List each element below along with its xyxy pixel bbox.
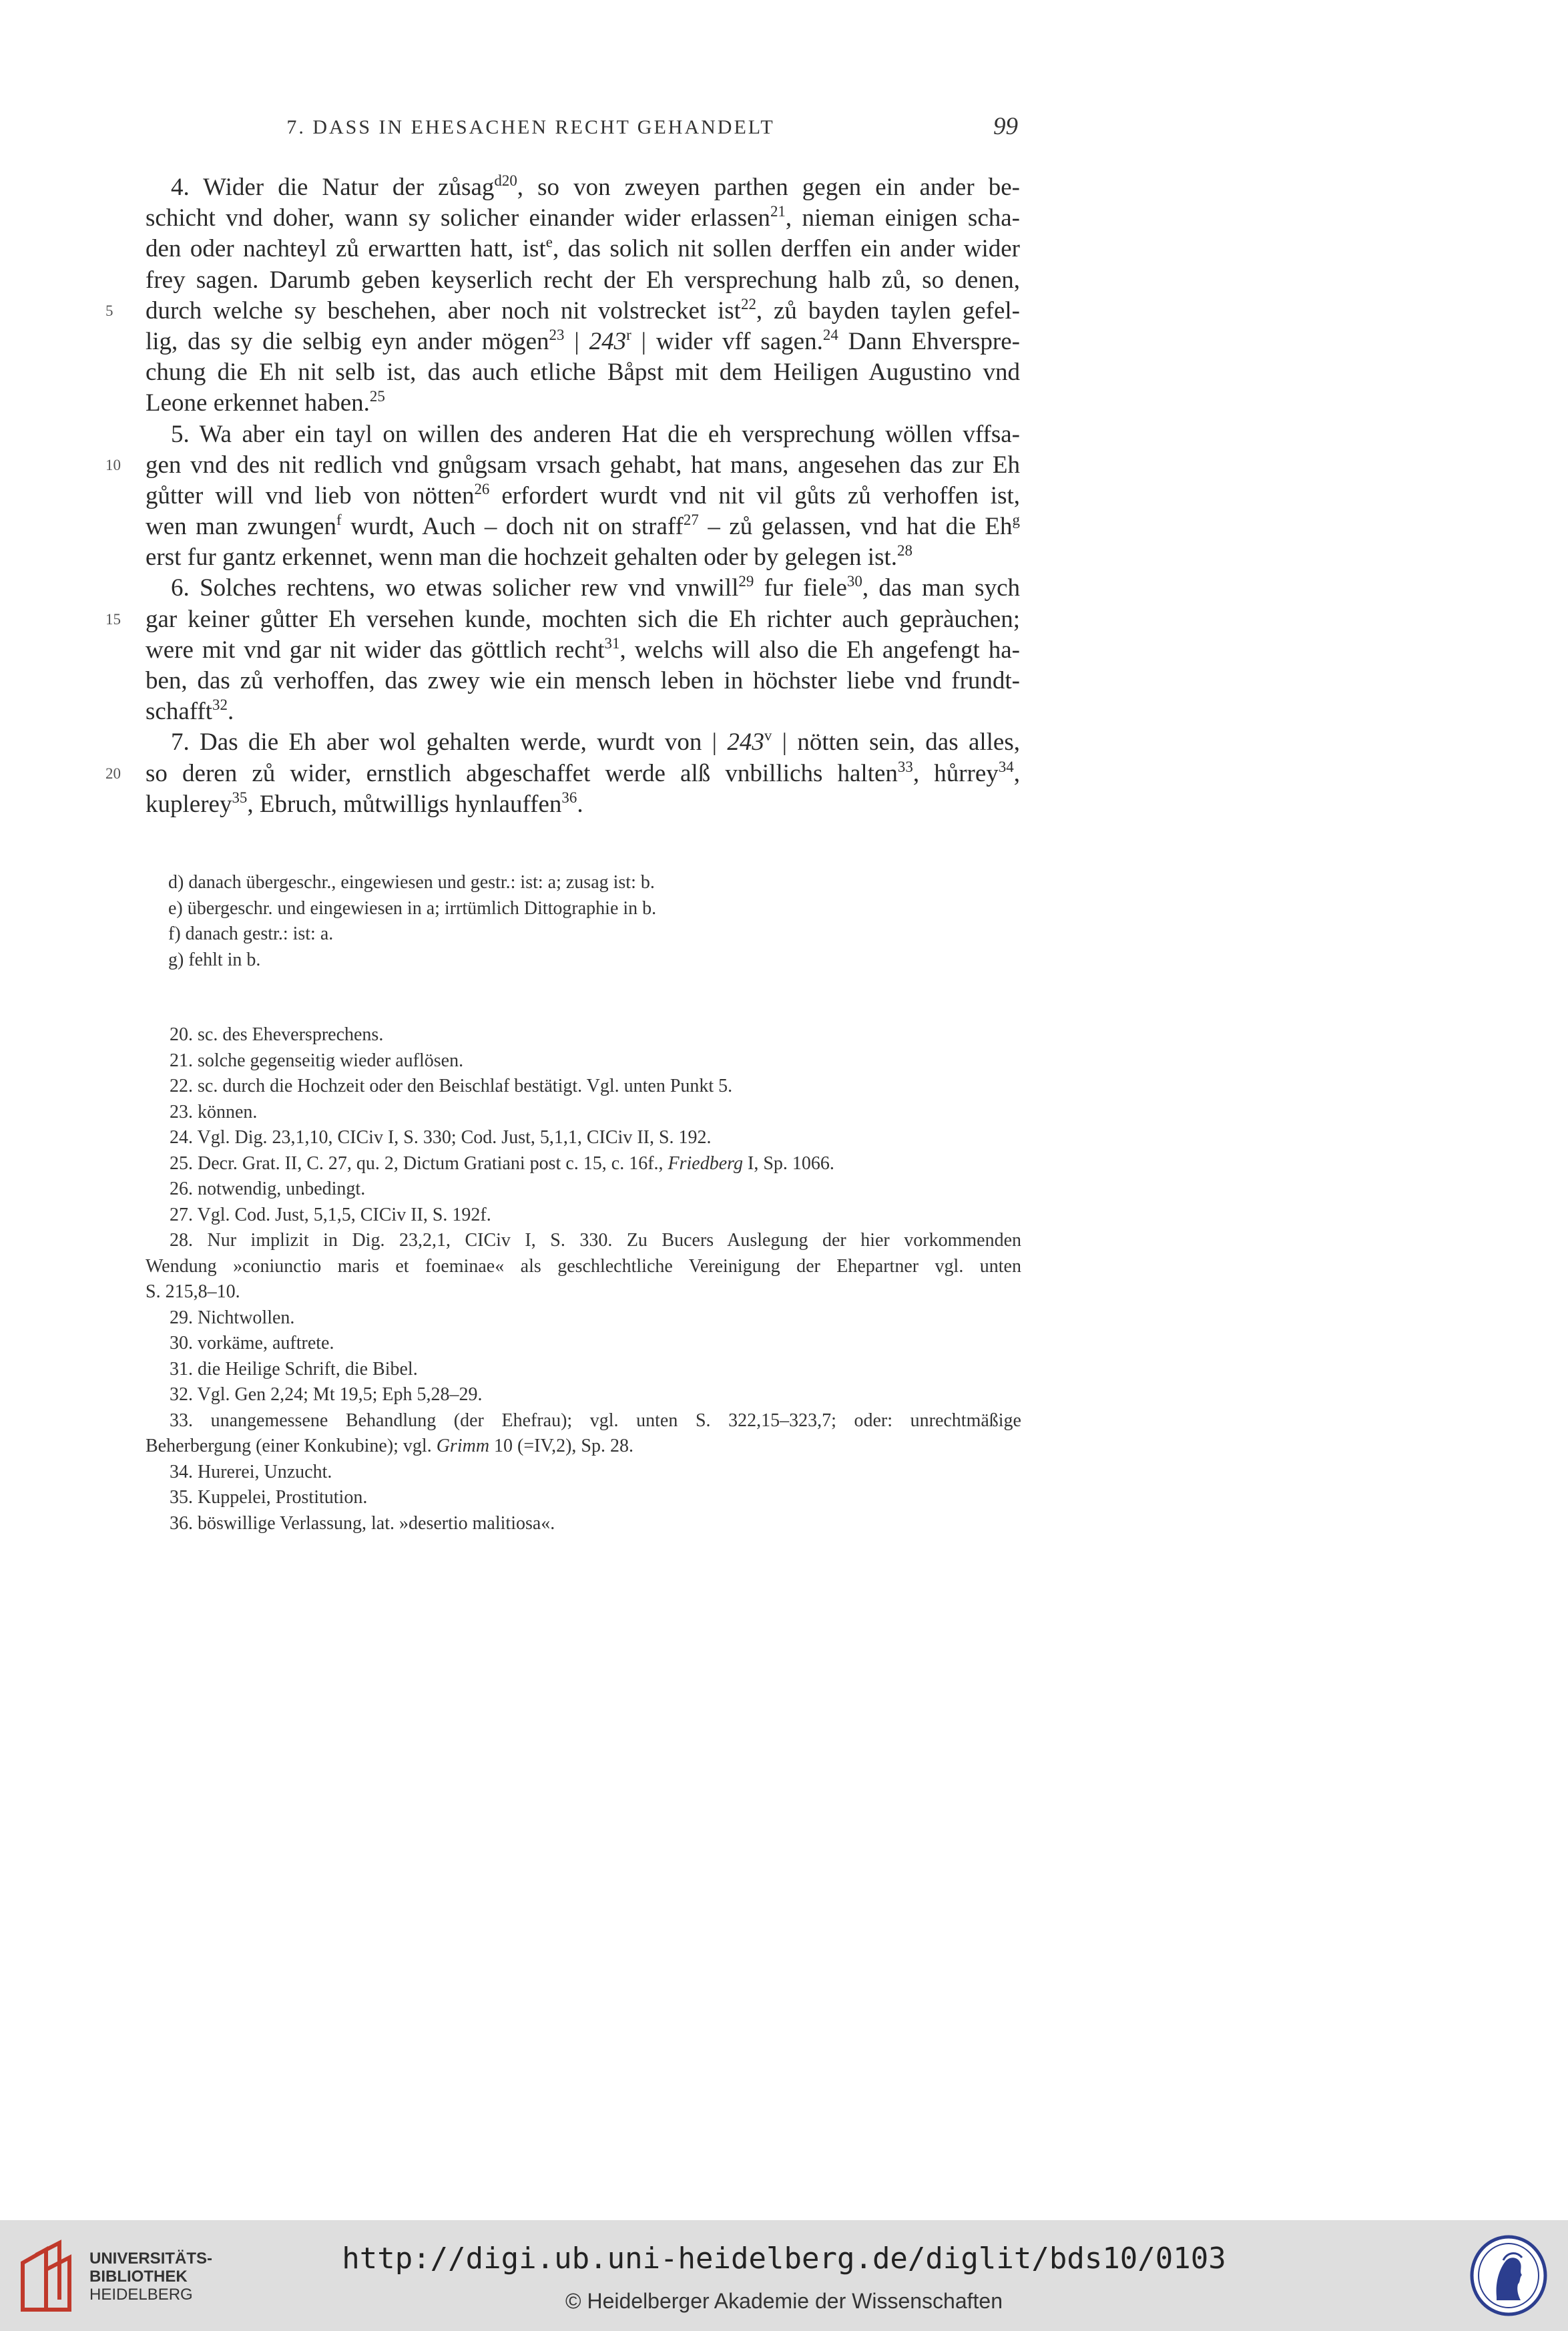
text-line-content: erst fur gantz erkennet, wenn man die hochzeit gehalten oder by gelegen ist.$^{28}$ (146, 542, 912, 572)
footnotes (146, 1022, 1021, 1536)
text-line-content: wen man zwungen$^f$ wurdt, Auch – doch nit on straff$^{27}$ – zů gelassen, vnd hat die Eh$^g$ (146, 511, 1020, 541)
library-name-line2: BIBLIOTHEK (89, 2268, 188, 2286)
line-number: 5 (105, 302, 113, 319)
apparatus-entry: f) danach gestr.: ist: a. (168, 923, 334, 944)
library-name-line3: HEIDELBERG (89, 2286, 193, 2304)
text-line (146, 481, 1020, 511)
footnote-line: 23. können. (170, 1101, 258, 1122)
text-line (146, 388, 1020, 419)
text-line (146, 357, 1020, 388)
footnote-line: 35. Kuppelei, Prostitution. (170, 1487, 368, 1508)
apparatus-entry: e) übergeschr. und eingewiesen in a; irrtümlich Dittographie in b. (168, 897, 657, 919)
line-number: 10 (105, 456, 121, 473)
footnote-line: 32. Vgl. Gen 2,24; Mt 19,5; Eph 5,28–29. (170, 1384, 483, 1405)
line-number: 20 (105, 765, 121, 782)
text-line (146, 666, 1020, 696)
copyright-notice: © Heidelberger Akademie der Wissenschaften (565, 2289, 1003, 2313)
text-line-content: kuplerey$^{35}$, Ebruch, můtwilligs hynlauffen$^{36}$. (146, 789, 583, 818)
text-line (146, 265, 1020, 296)
text-line (146, 511, 1020, 542)
footnote-line: Beherbergung (einer Konkubine); vgl. Grimm 10 (=IV,2), Sp. 28. (146, 1436, 633, 1456)
text-line-content: so deren zů wider, ernstlich abgeschaffet werde alß vnbillichs halten$^{33}$, hůrrey$^{34}$, (146, 758, 1020, 787)
text-line-content: ben, das zů verhoffen, das zwey wie ein mensch leben in höchster liebe vnd frundt- (146, 667, 1020, 694)
footnote-line: 26. notwendig, unbedingt. (170, 1179, 366, 1199)
apparatus-entry: d) danach übergeschr., eingewiesen und gestr.: ist: a; zusag ist: b. (168, 872, 655, 893)
main-text (105, 172, 1021, 820)
running-head: 7. DASS IN EHESACHEN RECHT GEHANDELT (286, 116, 775, 138)
footnote-line: 33. unangemessene Behandlung (der Ehefrau); vgl. unten S. 322,15–323,7; oder: unrechtmäßige (170, 1410, 1021, 1431)
footer-bar (0, 2220, 1568, 2331)
text-line-content: chung die Eh nit selb ist, das auch etliche Båpst mit dem Heiligen Augustino vnd (146, 359, 1020, 387)
text-line-content: were mit vnd gar nit wider das göttlich recht$^{31}$, welchs will also die Eh angefengt ha- (146, 634, 1020, 664)
text-line-content: schicht vnd doher, wann sy solicher einander wider erlassen$^{21}$, nieman einigen scha- (146, 202, 1020, 232)
text-line (146, 172, 1020, 203)
footnote-line: 21. solche gegenseitig wieder auflösen. (170, 1050, 464, 1071)
text-line (105, 604, 1020, 635)
footnote-line: S. 215,8–10. (146, 1281, 240, 1302)
text-line (146, 542, 1020, 573)
text-line-content: 6. Solches rechtens, wo etwas solicher rew vnd vnwill$^{29}$ fur fiele$^{30}$, das man sych (171, 573, 1020, 602)
text-line (105, 758, 1020, 789)
footnote-line: 31. die Heilige Schrift, die Bibel. (170, 1358, 418, 1380)
critical-apparatus (168, 870, 1023, 973)
text-line-content: durch welche sy beschehen, aber noch nit volstrecket ist$^{22}$, zů bayden taylen gefel- (146, 295, 1020, 325)
text-line-content: lig, das sy die selbig eyn ander mögen$^{23}$ | 243$^r$ | wider vff sagen.$^{24}$ Dann Ehverspre- (146, 326, 1020, 355)
text-line (146, 635, 1020, 666)
text-line-content: gen vnd des nit redlich vnd gnůgsam vrsach gehabt, hat mans, angesehen das zur Eh (146, 451, 1020, 479)
text-line-content: 7. Das die Eh aber wol gehalten werde, wurdt von | 243$^v$ | nötten sein, das alles, (171, 727, 1020, 757)
page-header (144, 112, 1018, 146)
text-line-content: 5. Wa aber ein tayl on willen des anderen Hat die eh versprechung wöllen vffsa- (171, 420, 1020, 448)
academy-seal-icon (1469, 2234, 1549, 2318)
footnote-line: 25. Decr. Grat. II, C. 27, qu. 2, Dictum Gratiani post c. 15, c. 16f., Friedberg I, Sp. 1066. (170, 1152, 834, 1174)
apparatus-entry: g) fehlt in b. (168, 949, 261, 970)
footnote-line: 24. Vgl. Dig. 23,1,10, CICiv I, S. 330; Cod. Just, 5,1,1, CICiv II, S. 192. (170, 1127, 712, 1148)
text-line (146, 573, 1020, 604)
text-line-content: schafft$^{32}$. (146, 696, 234, 726)
footnote-line: 29. Nichtwollen. (170, 1307, 295, 1328)
text-line-content: gar keiner gůtter Eh versehen kunde, mochten sich die Eh richter auch gepràuchen; (146, 605, 1020, 633)
text-line (146, 203, 1020, 234)
footnote-line: Wendung »coniunctio maris et foeminae« als geschlechtliche Vereinigung der Ehepartner vgl. unten (146, 1255, 1021, 1277)
text-line (146, 327, 1020, 357)
text-line-content: 4. Wider die Natur der zůsag$^{d20}$, so von zweyen parthen gegen ein ander be- (171, 172, 1020, 201)
text-line-content: Leone erkennet haben.$^{25}$ (146, 388, 385, 417)
text-line-content: den oder nachteyl zů erwartten hatt, ist$^e$, das solich nit sollen derffen ein ander wider (146, 234, 1021, 263)
line-number: 15 (105, 610, 121, 628)
text-line (146, 696, 1020, 727)
text-line (105, 450, 1020, 481)
footnote-line: 22. sc. durch die Hochzeit oder den Beischlaf bestätigt. Vgl. unten Punkt 5. (170, 1076, 733, 1096)
footnote-line: 30. vorkäme, auftrete. (170, 1333, 334, 1353)
text-line (105, 295, 1020, 327)
text-line (146, 727, 1020, 758)
text-line (146, 789, 1020, 820)
library-name-line1: UNIVERSITÄTS- (89, 2250, 213, 2268)
footnote-line: 20. sc. des Eheversprechens. (170, 1024, 384, 1045)
footnote-line: 27. Vgl. Cod. Just, 5,1,5, CICiv II, S. 192f. (170, 1204, 491, 1225)
page-number: 99 (993, 113, 1018, 140)
digital-url-link[interactable]: http://digi.ub.uni-heidelberg.de/diglit/bds10/0103 (342, 2242, 1226, 2276)
footnote-line: 34. Hurerei, Unzucht. (170, 1461, 332, 1482)
text-line-content: gůtter will vnd lieb von nötten$^{26}$ erfordert wurdt vnd nit vil gůts zů verhoffen ist, (146, 480, 1020, 509)
text-line (146, 419, 1020, 450)
footnote-line: 28. Nur implizit in Dig. 23,2,1, CICiv I, S. 330. Zu Bucers Auslegung der hier vorkommenden (170, 1230, 1021, 1251)
footnote-line: 36. böswillige Verlassung, lat. »desertio malitiosa«. (170, 1512, 555, 1534)
text-line-content: frey sagen. Darumb geben keyserlich recht der Eh versprechung halb zů, so denen, (146, 266, 1020, 294)
text-line (146, 234, 1020, 264)
